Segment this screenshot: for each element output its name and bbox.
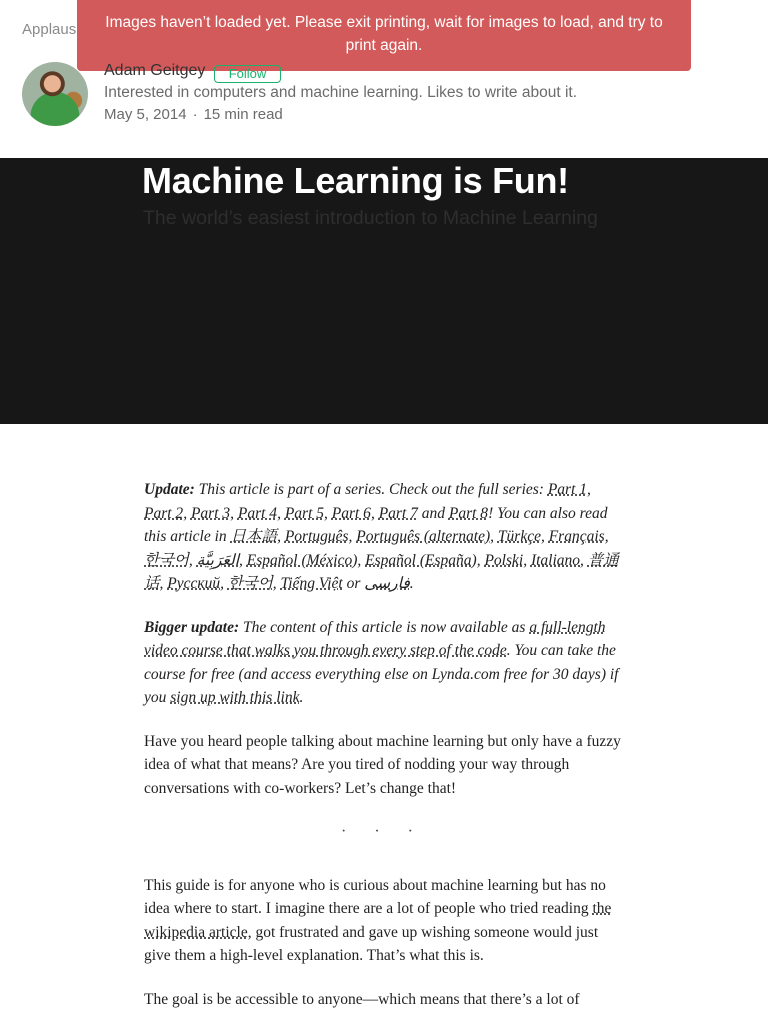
post-meta: [104, 106, 283, 123]
link-lang-italian[interactable]: Italiano: [530, 551, 581, 569]
link-lang-russian[interactable]: Русский: [167, 575, 221, 592]
update-and: and: [417, 504, 449, 522]
meta-separator: ·: [192, 106, 198, 123]
link-lang-persian[interactable]: فارسی: [364, 575, 410, 592]
bigger-update-text: The content of this article is now available as: [239, 618, 530, 636]
link-part-1[interactable]: Part 1: [547, 481, 588, 498]
bigger-update-paragraph: [144, 616, 622, 710]
link-lang-arabic[interactable]: العَرَبِيَّة‎: [196, 551, 240, 569]
read-time: 15 min read: [203, 106, 283, 123]
link-lang-french[interactable]: Français: [548, 528, 605, 545]
author-bio: Interested in computers and machine learning. Likes to write about it.: [104, 84, 578, 101]
applause-label: Applaus: [22, 21, 77, 38]
print-warning-banner: [77, 0, 691, 71]
signup-link[interactable]: sign up with this link: [170, 689, 300, 706]
link-part-3[interactable]: Part 3: [190, 504, 231, 522]
guide-paragraph: [144, 874, 622, 968]
author-name[interactable]: Adam Geitgey: [104, 62, 206, 79]
link-lang-polish[interactable]: Polski: [484, 551, 524, 569]
video-course-link[interactable]: a full-length video course that walks you through every step of the code: [144, 618, 606, 659]
link-lang-turkish[interactable]: Türkçe: [497, 528, 541, 545]
print-warning-text: Images haven’t loaded yet. Please exit printing, wait for images to load, and try to print again.: [105, 14, 663, 54]
bigger-update-end: .: [299, 689, 304, 706]
guide-text-2: , got frustrated and gave up wishing someone would just give them a high-level explanation. That’s what this is.: [144, 923, 599, 964]
post-date[interactable]: May 5, 2014: [104, 106, 187, 123]
link-lang-vietnamese[interactable]: Tiếng Việt: [280, 575, 343, 592]
link-lang-spanish-mexico[interactable]: Español (México): [246, 551, 358, 569]
update-paragraph: Update: This article is part of a series. Check out the full series: Part 1, Part 2, Part 3, Part 4, Part 5, Part 6, Part 7 and Part 8! You can also read this article in 日本語, Português, Português (alternate), Türkçe, Français, 한국어, العَرَبِيَّة‎, Español (México), Español (España), Polski, Italiano, 普通话, Русский, 한국어, Tiếng Việt or فارسی.: [144, 481, 619, 592]
guide-text: This guide is for anyone who is curious about machine learning but has no idea where to start. I imagine there are a lot of people who tried reading: [144, 876, 606, 917]
link-lang-portuguese-alt[interactable]: Português (alternate): [356, 528, 491, 545]
section-separator: · · ·: [341, 823, 425, 840]
link-part-7[interactable]: Part 7: [378, 504, 418, 522]
wikipedia-link[interactable]: the wikipedia article: [144, 900, 612, 941]
article-title: Machine Learning is Fun!: [142, 160, 569, 201]
link-part-2[interactable]: Part 2: [144, 504, 184, 522]
link-lang-portuguese[interactable]: Português: [284, 528, 349, 545]
link-lang-mandarin[interactable]: 普通话: [144, 551, 619, 592]
link-lang-spanish-spain[interactable]: Español (España): [365, 551, 477, 569]
bigger-update-label: Bigger update:: [144, 618, 240, 636]
link-part-6[interactable]: Part 6: [331, 504, 371, 522]
link-part-8[interactable]: Part 8: [448, 504, 489, 522]
goal-paragraph: The goal is be accessible to anyone—which means that there’s a lot of: [144, 990, 580, 1008]
bigger-update-text-2: . You can take the course for free (and access everything else on Lynda.com free for 30 days) if you: [144, 642, 619, 706]
follow-button[interactable]: Follow: [214, 65, 281, 83]
update-end: .: [409, 575, 414, 592]
update-text: This article is part of a series. Check out the full series:: [194, 481, 548, 498]
link-lang-korean[interactable]: 한국어: [144, 551, 189, 569]
update-text-2: ! You can also read this article in: [144, 504, 608, 545]
article-subtitle: The world’s easiest introduction to Machine Learning: [143, 207, 598, 229]
link-lang-korean-2[interactable]: 한국어: [227, 575, 273, 592]
update-or: or: [342, 575, 365, 592]
link-part-4[interactable]: Part 4: [237, 504, 278, 522]
intro-paragraph: Have you heard people talking about machine learning but only have a fuzzy idea of what that means? Are you tired of nodding your way through conversations with co-workers? Let’s change that!: [144, 732, 621, 797]
article-body: [144, 478, 622, 1031]
author-avatar[interactable]: [22, 62, 88, 126]
update-label: Update:: [144, 481, 195, 498]
link-part-5[interactable]: Part 5: [284, 504, 324, 522]
link-lang-japanese[interactable]: 日本語: [230, 528, 278, 545]
